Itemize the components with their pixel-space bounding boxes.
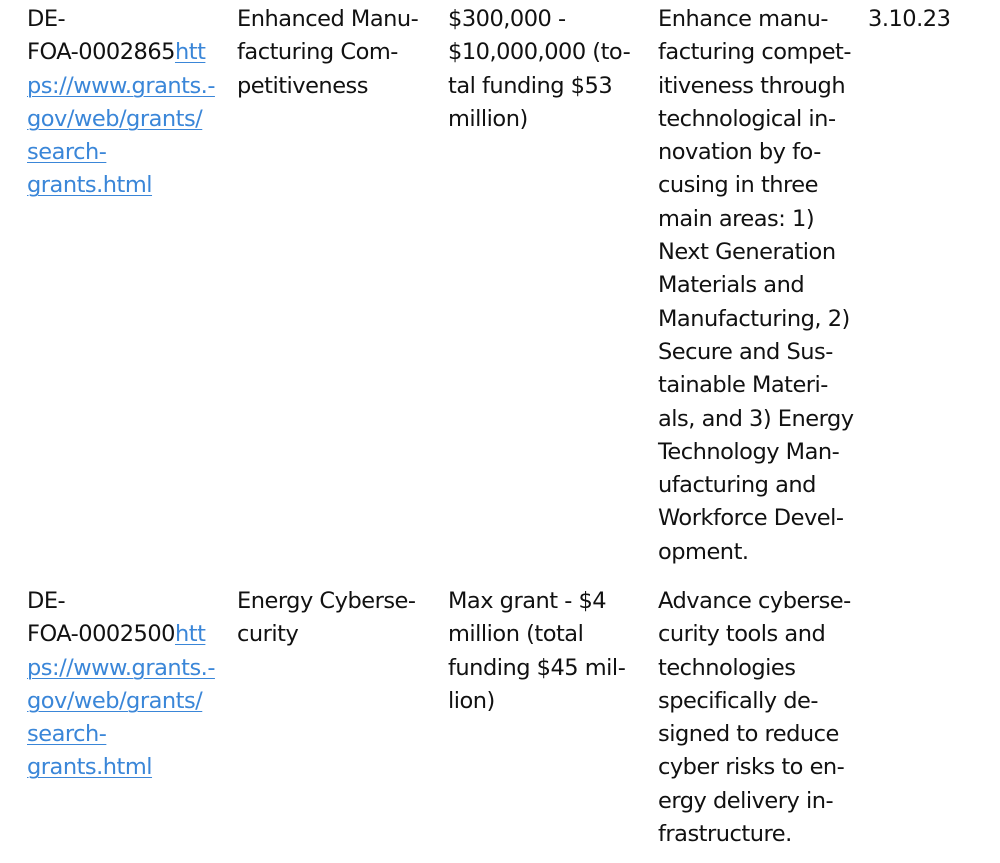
description-line: Next Generation <box>658 239 836 266</box>
program-title-line: Enhanced Manu- <box>237 6 419 32</box>
description-line: main areas: 1) <box>658 205 815 232</box>
description-line: Workforce Devel- <box>658 505 844 532</box>
foa-id-number: FOA-0002865 <box>27 39 175 66</box>
grants-gov-link[interactable]: search- <box>27 721 107 748</box>
foa-id-prefix: DE- <box>27 6 66 32</box>
grants-gov-link[interactable]: htt <box>174 621 206 648</box>
funding-line: lion) <box>448 687 495 714</box>
description-line: als, and 3) Energy <box>658 405 854 432</box>
program-title-cell <box>237 585 442 652</box>
description-line: curity tools and <box>658 621 826 648</box>
grants-gov-link[interactable]: grants.html <box>27 754 153 781</box>
description-line: technological in- <box>658 105 836 132</box>
deadline-date-cell <box>868 3 988 36</box>
grants-gov-link[interactable]: grants.html <box>27 172 153 199</box>
funding-line: $10,000,000 (to- <box>448 39 631 66</box>
description-line: cyber risks to en- <box>658 754 845 781</box>
grants-gov-link[interactable]: ps://www.grants.- <box>27 72 215 99</box>
foa-id-cell <box>27 585 232 785</box>
description-line: Enhance manu- <box>658 6 828 32</box>
program-title-line: curity <box>237 621 299 648</box>
grants-table <box>0 3 1000 863</box>
grants-gov-link[interactable]: htt <box>174 39 206 66</box>
description-line: facturing compet- <box>658 39 851 66</box>
description-line: itiveness through <box>658 72 846 99</box>
foa-id-cell <box>27 3 232 203</box>
description-line: Advance cyberse- <box>658 588 851 614</box>
description-line: signed to reduce <box>658 721 839 748</box>
funding-line: $300,000 - <box>448 6 566 32</box>
funding-cell <box>448 3 653 136</box>
funding-line: funding $45 mil- <box>448 654 626 681</box>
funding-line: million) <box>448 105 528 132</box>
description-line: tainable Materi- <box>658 372 828 399</box>
funding-line: Max grant - $4 <box>448 588 607 614</box>
description-line: novation by fo- <box>658 139 821 166</box>
foa-id-prefix: DE- <box>27 588 66 614</box>
table-row <box>0 3 1000 585</box>
funding-cell <box>448 585 653 718</box>
foa-id-number: FOA-0002500 <box>27 621 175 648</box>
table-row <box>0 585 1000 863</box>
grants-gov-link[interactable]: gov/web/grants/ <box>27 105 203 132</box>
deadline-date: 3.10.23 <box>868 6 951 32</box>
description-cell <box>658 585 863 851</box>
description-line: frastructure. <box>658 821 792 848</box>
program-title-line: facturing Com- <box>237 39 398 66</box>
grants-gov-link[interactable]: search- <box>27 139 107 166</box>
description-line: Secure and Sus- <box>658 338 833 365</box>
grants-gov-link[interactable]: gov/web/grants/ <box>27 687 203 714</box>
program-title-line: petitiveness <box>237 72 368 99</box>
description-line: Technology Man- <box>658 438 840 465</box>
grants-gov-link[interactable]: ps://www.grants.- <box>27 654 215 681</box>
description-line: ufacturing and <box>658 472 816 499</box>
description-line: opment. <box>658 538 749 565</box>
description-line: technologies <box>658 654 796 681</box>
description-line: Materials and <box>658 272 805 299</box>
funding-line: million (total <box>448 621 584 648</box>
description-line: ergy delivery in- <box>658 787 834 814</box>
description-line: cusing in three <box>658 172 818 199</box>
description-cell <box>658 3 863 569</box>
description-line: specifically de- <box>658 687 819 714</box>
program-title-cell <box>237 3 442 103</box>
funding-line: tal funding $53 <box>448 72 613 99</box>
program-title-line: Energy Cyberse- <box>237 588 416 614</box>
description-line: Manufacturing, 2) <box>658 305 850 332</box>
